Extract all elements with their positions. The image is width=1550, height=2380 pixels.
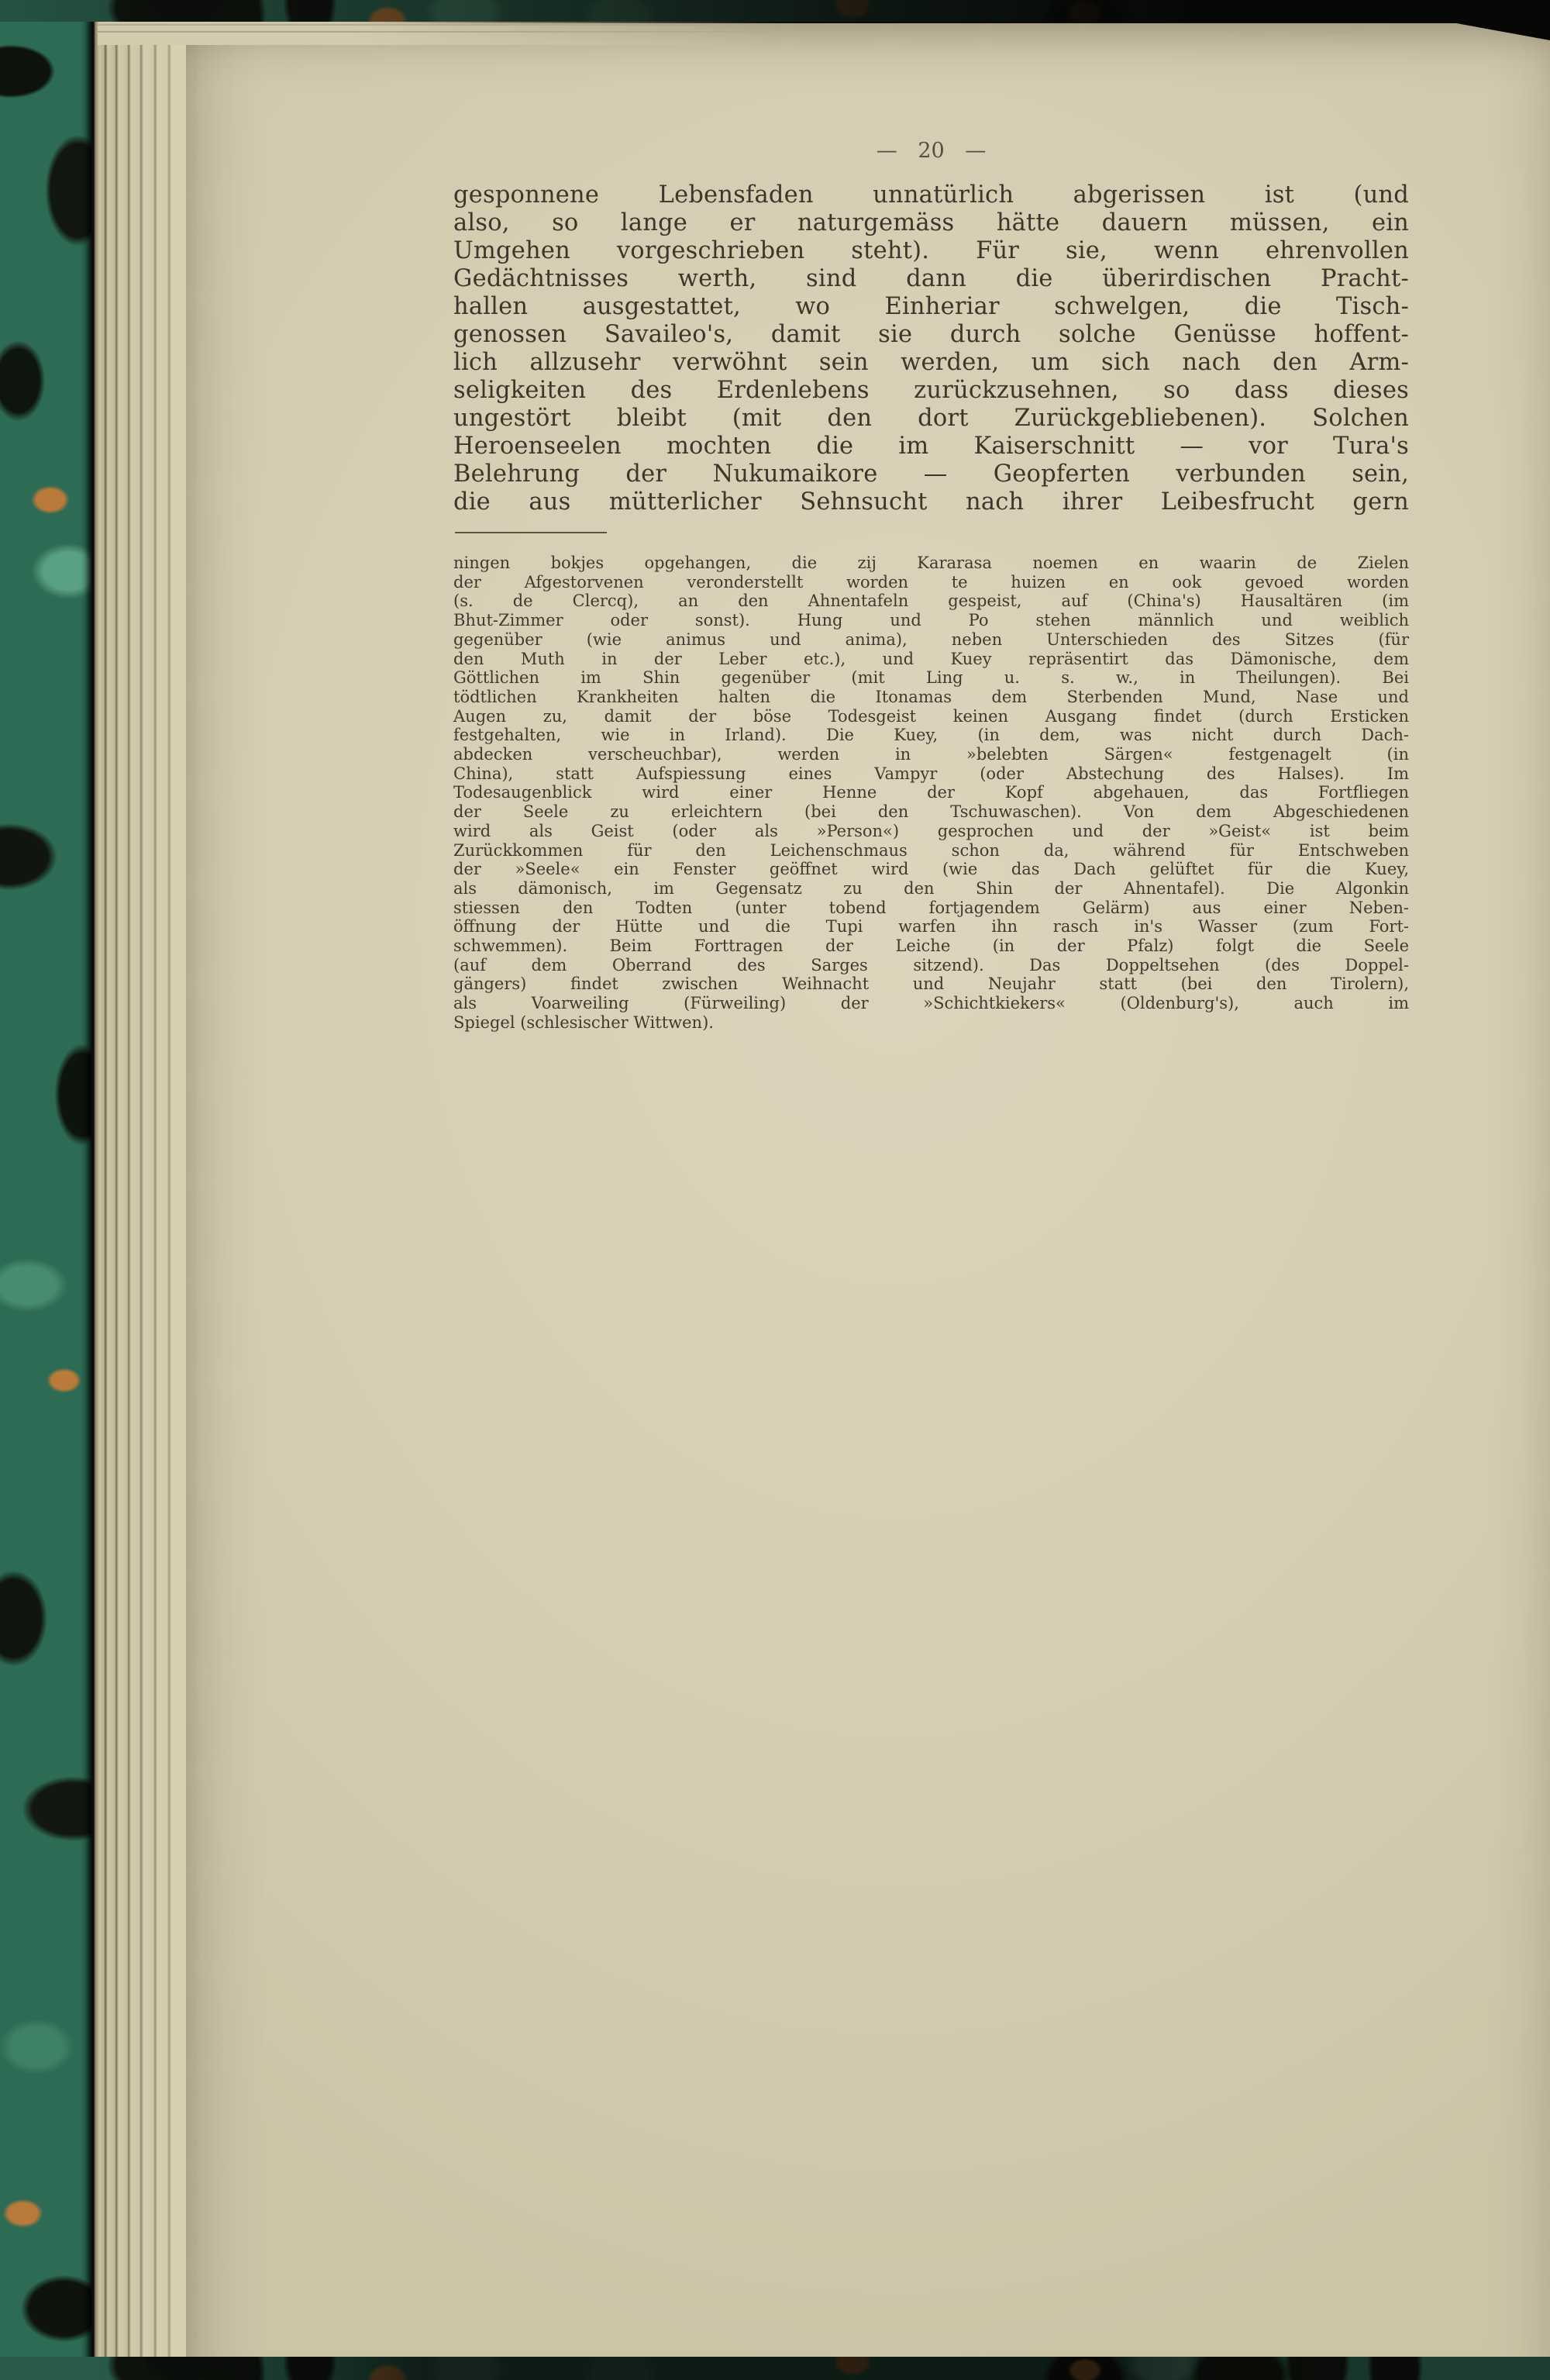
book-cover-top-strip [0, 0, 1550, 22]
text-line: (s. de Clercq), an den Ahnentafeln gespeist, auf (China's) Hausaltären (im [453, 592, 1409, 611]
text-line: Gedächtnisses werth, sind dann die überirdischen Pracht- [453, 265, 1409, 292]
text-line: wird als Geist (oder als »Person«) gesprochen und der »Geist« ist beim [453, 821, 1409, 840]
text-line: der Seele zu erleichtern (bei den Tschuwaschen). Von dem Abgeschiedenen [453, 802, 1409, 822]
text-line: ningen bokjes opgehangen, die zij Kararasa noemen en waarin de Zielen [453, 554, 1409, 572]
text-line: stiessen den Todten (unter tobend fortjagendem Gelärm) aus einer Neben- [453, 898, 1409, 917]
text-line: hallen ausgestattet, wo Einheriar schwelgen, die Tisch- [453, 293, 1409, 320]
text-line: Zurückkommen für den Leichenschmaus schon da, während für Entschweben [453, 840, 1409, 860]
main-text [453, 181, 1409, 516]
text-line: China), statt Aufspiessung eines Vampyr (oder Abstechung des Halses). Im [453, 764, 1409, 783]
text-block [453, 138, 1409, 1033]
text-line: Belehrung der Nukumaikore — Geopferten verbunden sein, [453, 460, 1409, 488]
text-line: also, so lange er naturgemäss hätte dauern müssen, ein [453, 209, 1409, 236]
text-line: genossen Savaileo's, damit sie durch solche Genüsse hoffent- [453, 321, 1409, 348]
text-line: als dämonisch, im Gegensatz zu den Shin der Ahnentafel). Die Algonkin [453, 878, 1409, 898]
page-fore-edges [91, 20, 186, 2360]
page-number: — 20 — [876, 139, 987, 163]
footnote-separator-rule [455, 532, 607, 533]
text-line: Heroenseelen mochten die im Kaiserschnitt — vor Tura's [453, 433, 1409, 460]
page-top-edges [98, 20, 811, 45]
text-line: Bhut-Zimmer oder sonst). Hung und Po stehen männlich und weiblich [453, 611, 1409, 630]
text-line: abdecken verscheuchbar), werden in »belebten Särgen« festgenagelt (in [453, 745, 1409, 764]
text-line: (auf dem Oberrand des Sarges sitzend). Das Doppeltsehen (des Doppel- [453, 955, 1409, 974]
text-line: lich allzusehr verwöhnt sein werden, um sich nach den Arm- [453, 349, 1409, 376]
text-line: die aus mütterlicher Sehnsucht nach ihrer Leibesfrucht gern [453, 488, 1409, 516]
footnote-text [453, 554, 1409, 1033]
text-line: der »Seele« ein Fenster geöffnet wird (wie das Dach gelüftet für die Kuey, [453, 860, 1409, 879]
text-line: Todesaugenblick wird einer Henne der Kopf abgehauen, das Fortfliegen [453, 783, 1409, 802]
text-line: öffnung der Hütte und die Tupi warfen ihn rasch in's Wasser (zum Fort- [453, 917, 1409, 936]
text-line: seligkeiten des Erdenlebens zurückzusehnen, so dass dieses [453, 377, 1409, 404]
text-line: gesponnene Lebensfaden unnatürlich abgerissen ist (und [453, 181, 1409, 209]
text-line: Spiegel (schlesischer Wittwen). [453, 1012, 714, 1032]
text-line: ungestört bleibt (mit den dort Zurückgebliebenen). Solchen [453, 405, 1409, 432]
text-line: Augen zu, damit der böse Todesgeist keinen Ausgang findet (durch Ersticken [453, 706, 1409, 726]
book-cover-bottom-strip [0, 2357, 1550, 2380]
text-line: schwemmen). Beim Forttragen der Leiche (in der Pfalz) folgt die Seele [453, 936, 1409, 956]
text-line: tödtlichen Krankheiten halten die Itonamas dem Sterbenden Mund, Nase und [453, 687, 1409, 706]
book-cover-marbled-left [0, 0, 91, 2380]
text-line: gängers) findet zwischen Weihnacht und Neujahr statt (bei den Tirolern), [453, 974, 1409, 994]
text-line: den Muth in der Leber etc.), und Kuey repräsentirt das Dämonische, dem [453, 649, 1409, 668]
text-line: als Voarweiling (Fürweiling) der »Schichtkiekers« (Oldenburg's), auch im [453, 994, 1409, 1013]
text-line: Göttlichen im Shin gegenüber (mit Ling u. s. w., in Theilungen). Bei [453, 668, 1409, 688]
text-line: der Afgestorvenen veronderstellt worden te huizen en ook gevoed worden [453, 572, 1409, 592]
text-line: Umgehen vorgeschrieben steht). Für sie, wenn ehrenvollen [453, 237, 1409, 264]
text-line: gegenüber (wie animus und anima), neben Unterschieden des Sitzes (für [453, 629, 1409, 649]
text-line: festgehalten, wie in Irland). Die Kuey, (in dem, was nicht durch Dach- [453, 726, 1409, 745]
